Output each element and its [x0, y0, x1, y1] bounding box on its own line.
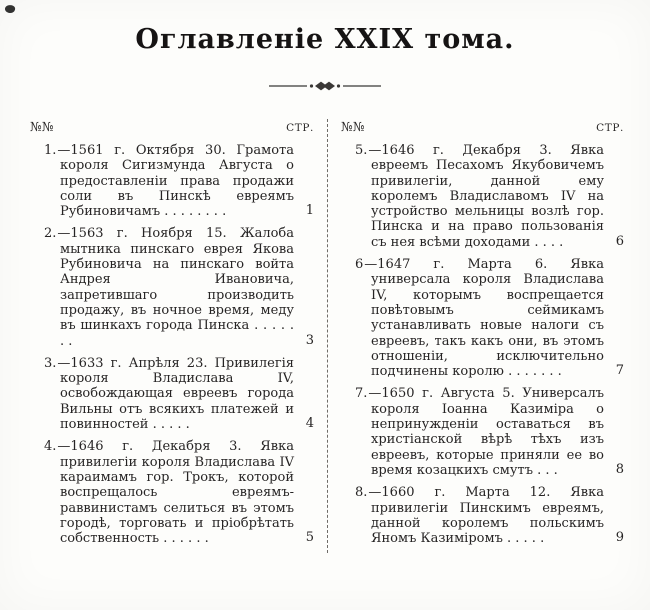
number-column-header: №№ — [341, 119, 365, 134]
column-header-left — [30, 119, 314, 134]
entry-page-number: 5 — [305, 530, 314, 546]
scan-speck — [4, 4, 16, 14]
entry-page-number: 4 — [305, 416, 314, 432]
toc-column-left — [30, 119, 327, 553]
entry-page-number: 1 — [305, 203, 314, 219]
entry-number: 6 — [355, 257, 364, 273]
entry-page-number: 7 — [615, 363, 624, 379]
page-column-header: СТР. — [286, 122, 314, 134]
entry-number: 7. — [355, 386, 368, 402]
toc-entry-5 — [341, 143, 624, 250]
number-column-header: №№ — [30, 119, 54, 134]
toc-columns — [30, 119, 624, 553]
entry-text: —1646 г. Декабря 3. Явка привилегіи короля Владислава IV караимамъ гор. Трокъ, которой воспрещалось евреямъ-раввинистамъ селиться въ этомъ городѣ, торговать и пріобрѣтать собственность . . . . . . — [57, 439, 294, 547]
entry-page-number: 9 — [615, 530, 624, 546]
entry-page-number: 6 — [615, 233, 624, 249]
toc-entry-2 — [30, 226, 314, 348]
entry-number: 8. — [355, 485, 368, 501]
page-column-header: СТР. — [596, 122, 624, 134]
toc-entry-1 — [30, 143, 314, 219]
column-header-right — [341, 119, 624, 134]
entry-text: —1561 г. Октября 30. Грамота короля Сигизмунда Августа о предоставленіи права продажи соли въ Пинскѣ евреямъ Рубиновичамъ . . . . . . . . — [57, 143, 294, 220]
page-title: Оглавленіе XXIX тома. — [135, 24, 515, 55]
entry-text: —1563 г. Ноября 15. Жалоба мытника пинскаго еврея Якова Рубиновича на пинскаго войта Андрея Ивановича, запретившаго производить продажу, въ ночное время, меду въ шинкахъ города Пинска . . . . . . . — [57, 226, 294, 349]
toc-entry-8 — [341, 485, 624, 546]
toc-entry-7 — [341, 386, 624, 478]
divider-ornament — [0, 79, 650, 95]
entry-number: 2. — [44, 226, 57, 242]
toc-entry-4 — [30, 439, 314, 546]
fleuron-ornament-icon — [265, 79, 385, 93]
entry-page-number: 3 — [305, 332, 314, 348]
entry-number: 1. — [44, 143, 57, 158]
entry-number: 4. — [44, 439, 57, 455]
toc-column-right — [327, 119, 624, 553]
entry-text: —1646 г. Декабря 3. Явка евреемъ Песахомъ Якубовичемъ привилегіи, данной ему королемъ Владиславомъ IV на устройство мельницы возлѣ гор. Пинска и на право пользованія съ нея всѣми доходами . . . . — [368, 143, 604, 250]
entry-number: 3. — [44, 355, 57, 371]
toc-entry-3 — [30, 356, 314, 432]
entry-text: —1647 г. Марта 6. Явка универсала короля Владислава IV, которымъ воспрещается повѣтовымъ сеймикамъ устанавливать новые налоги съ евреевъ, такъ какъ они, въ этомъ отношеніи, исключительно подчинены королю . . . . . . . — [364, 257, 604, 380]
entry-text: —1660 г. Марта 12. Явка привилегіи Пинскимъ евреямъ, данной королемъ польскимъ Яномъ Казиміромъ . . . . . — [368, 485, 604, 547]
entry-number: 5. — [355, 143, 368, 158]
entry-text: —1650 г. Августа 5. Универсалъ короля Іоанна Казиміра о непринужденіи оставаться въ христіанской вѣрѣ тѣхъ изъ евреевъ, которые приняли ее во время козацкихъ смутъ . . . — [368, 386, 604, 478]
entry-page-number: 8 — [615, 461, 624, 477]
toc-entry-6 — [341, 257, 624, 379]
entry-text: —1633 г. Апрѣля 23. Привилегія короля Владислава IV, освобождающая евреевъ города Вильны отъ всякихъ платежей и повинностей . . . . . — [57, 355, 294, 433]
